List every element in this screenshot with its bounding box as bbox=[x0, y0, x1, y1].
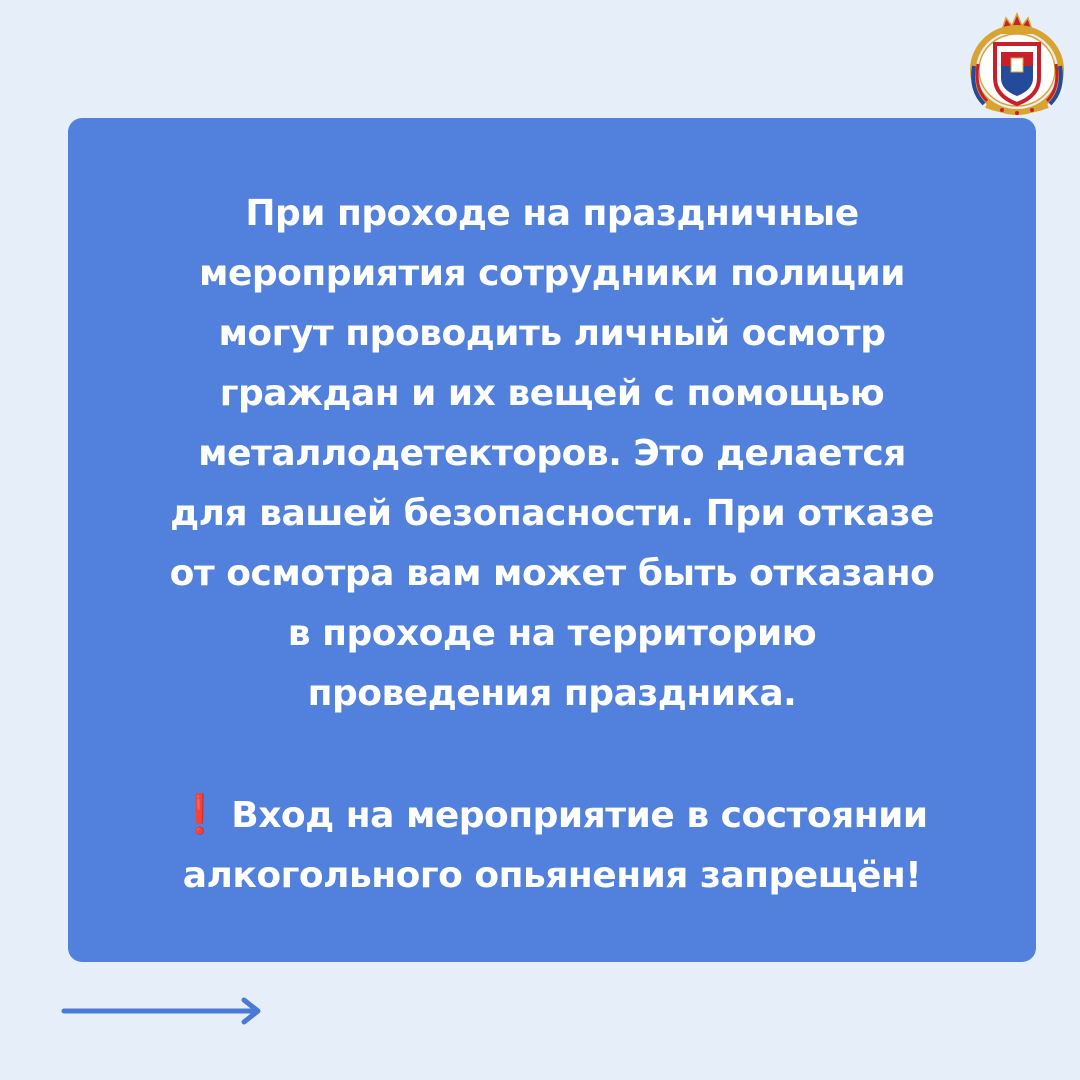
warning-line-text: Вход на мероприятие в состоянии bbox=[231, 795, 928, 836]
coat-of-arms-icon bbox=[962, 6, 1072, 120]
paragraph-line: от осмотра вам может быть отказано bbox=[169, 553, 935, 594]
paragraph-line: в проходе на территорию bbox=[287, 613, 817, 654]
arrow-right-icon[interactable] bbox=[60, 994, 266, 1028]
paragraph-line: могут проводить личный осмотр bbox=[218, 313, 886, 354]
paragraph-line: для вашей безопасности. При отказе bbox=[170, 493, 934, 534]
warning-line bbox=[68, 784, 1036, 846]
info-card bbox=[68, 118, 1036, 962]
info-paragraph bbox=[68, 184, 1036, 724]
paragraph-line: проведения праздника. bbox=[307, 673, 797, 714]
exclamation-icon: ❗ bbox=[176, 792, 224, 836]
paragraph-line: граждан и их вещей с помощью bbox=[219, 373, 885, 414]
paragraph-line: металлодетекторов. Это делается bbox=[198, 433, 906, 474]
warning-line: алкогольного опьянения запрещён! bbox=[182, 855, 922, 896]
paragraph-line: мероприятия сотрудники полиции bbox=[199, 253, 905, 294]
warning-notice bbox=[68, 784, 1036, 906]
paragraph-line: При проходе на праздничные bbox=[245, 193, 859, 234]
